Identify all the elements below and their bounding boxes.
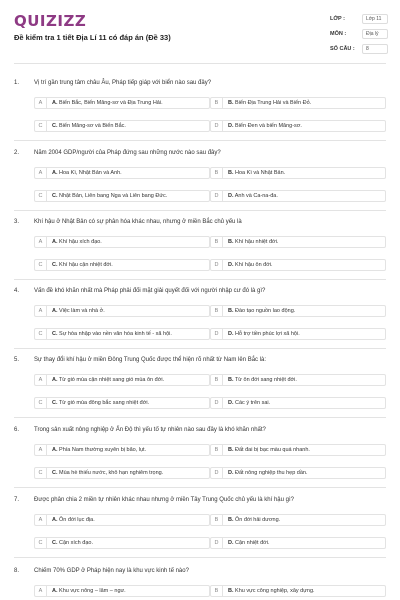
option-letter: D — [211, 329, 223, 339]
option-text — [52, 237, 102, 247]
question-divider — [14, 279, 386, 280]
option-text — [228, 191, 278, 201]
option-letter: B — [211, 98, 223, 108]
option-label: Từ ôn đới sang nhiệt đới. — [234, 377, 297, 383]
option-text — [228, 515, 280, 525]
option-letter: B — [211, 237, 223, 247]
option-key: A. — [52, 170, 58, 176]
option-label: Từ gió mùa đông bắc sang nhiệt đới. — [58, 400, 150, 406]
option-letter: C — [35, 260, 47, 270]
option-key: D. — [228, 400, 234, 406]
option-letter: A — [35, 306, 47, 316]
option-label: Đất đai bị bạc màu quá nhanh. — [235, 447, 310, 453]
option-key: A. — [52, 588, 58, 594]
answer-option-b[interactable] — [210, 97, 386, 109]
question-number: 2. — [14, 150, 20, 156]
option-label: Anh và Ca-na-đa. — [234, 193, 278, 199]
option-text — [228, 306, 295, 316]
meta-value-count: 8 — [362, 44, 388, 54]
option-text — [228, 329, 300, 339]
question-divider — [14, 348, 386, 349]
option-key: B. — [228, 100, 234, 106]
question-number: 7. — [14, 497, 20, 503]
answer-option-c[interactable] — [34, 397, 210, 409]
option-key: D. — [228, 262, 234, 268]
option-key: D. — [228, 540, 234, 546]
option-label: Từ gió mùa cận nhiệt sang gió mùa ôn đới. — [58, 377, 165, 383]
question-8 — [14, 568, 386, 600]
question-number: 6. — [14, 427, 20, 433]
question-text: Vấn đề khó khăn nhất mà Pháp phải đối mặt giải quyết đối với người nhập cư đó là gì? — [34, 288, 266, 294]
answer-option-a[interactable] — [34, 167, 210, 179]
option-text — [52, 98, 163, 108]
meta-label-count: SỐ CÂU : — [330, 46, 355, 52]
question-4 — [14, 288, 386, 348]
option-letter: A — [35, 237, 47, 247]
option-key: D. — [228, 331, 234, 337]
option-text — [228, 168, 285, 178]
option-text — [52, 586, 126, 596]
option-letter: C — [35, 398, 47, 408]
header-divider — [14, 63, 386, 64]
question-number: 5. — [14, 357, 20, 363]
answer-option-a[interactable] — [34, 305, 210, 317]
option-letter: D — [211, 398, 223, 408]
option-letter: D — [211, 468, 223, 478]
option-letter: A — [35, 168, 47, 178]
option-label: Phía Nam thường xuyên bị bão, lụt. — [59, 447, 147, 453]
option-text — [228, 398, 270, 408]
question-5 — [14, 357, 386, 417]
question-7 — [14, 497, 386, 557]
answer-option-a[interactable] — [34, 97, 210, 109]
answer-option-b[interactable] — [210, 167, 386, 179]
option-key: D. — [228, 470, 234, 476]
option-label: Hỗ trợ tiền phúc lợi xã hội. — [235, 331, 300, 337]
option-text — [228, 445, 310, 455]
question-number: 4. — [14, 288, 20, 294]
answer-option-c[interactable] — [34, 190, 210, 202]
answer-option-b[interactable] — [210, 305, 386, 317]
option-text — [52, 191, 167, 201]
option-letter: A — [35, 98, 47, 108]
option-letter: B — [211, 306, 223, 316]
option-text — [228, 237, 278, 247]
option-key: B. — [228, 517, 234, 523]
quizizz-logo: QUIZIZZ — [14, 12, 87, 30]
option-label: Khí hậu nhiệt đới. — [235, 239, 279, 245]
meta-value-subject: Địa lý — [362, 29, 388, 39]
option-letter: A — [35, 445, 47, 455]
option-label: Đào tạo nguồn lao động. — [235, 308, 296, 314]
answer-option-b[interactable] — [210, 236, 386, 248]
answer-option-b[interactable] — [210, 374, 386, 386]
option-text — [52, 515, 95, 525]
option-label: Biển Đen và biển Măng-sơ. — [235, 123, 302, 129]
meta-label-class: LỚP : — [330, 16, 345, 22]
option-key: A. — [52, 517, 58, 523]
question-number: 1. — [14, 80, 20, 86]
answer-option-d[interactable] — [210, 120, 386, 132]
option-key: C. — [52, 400, 58, 406]
option-text — [52, 375, 164, 385]
option-key: C. — [52, 540, 58, 546]
option-text — [228, 538, 270, 548]
answer-option-d[interactable] — [210, 190, 386, 202]
worksheet-title: Đề kiểm tra 1 tiết Địa Lí 11 có đáp án (Đề 33) — [14, 33, 171, 42]
option-label: Hoa Kì và Nhật Bản. — [235, 170, 286, 176]
question-text: Sự thay đổi khí hậu ở miền Đông Trung Quốc được thể hiện rõ nhất từ Nam lên Bắc là: — [34, 357, 267, 363]
option-key: D. — [228, 193, 234, 199]
option-text — [52, 168, 122, 178]
option-letter: C — [35, 191, 47, 201]
answer-option-b[interactable] — [210, 514, 386, 526]
option-text — [52, 538, 93, 548]
option-text — [228, 586, 315, 596]
option-letter: D — [211, 191, 223, 201]
option-letter: B — [211, 168, 223, 178]
option-letter: D — [211, 121, 223, 131]
option-label: Đất nông nghiệp thu hẹp dần. — [235, 470, 308, 476]
option-label: Cận xích đạo. — [59, 540, 93, 546]
option-letter: B — [211, 375, 223, 385]
answer-option-c[interactable] — [34, 537, 210, 549]
option-label: Mùa hè thiếu nước, khô hạn nghiêm trọng. — [59, 470, 164, 476]
answer-option-a[interactable] — [34, 374, 210, 386]
answer-option-a[interactable] — [34, 236, 210, 248]
option-key: B. — [228, 239, 234, 245]
option-text — [228, 468, 308, 478]
option-text — [228, 375, 297, 385]
answer-option-d[interactable] — [210, 537, 386, 549]
option-text — [52, 445, 146, 455]
option-text — [228, 260, 273, 270]
answer-option-a[interactable] — [34, 514, 210, 526]
option-label: Biển Măng-sơ và Biển Bắc. — [59, 123, 126, 129]
question-text: Được phân chia 2 miền tự nhiên khác nhau nhưng ở miền Tây Trung Quốc chủ yếu là khí hậu gì? — [34, 497, 294, 503]
question-2 — [14, 150, 386, 210]
answer-option-b[interactable] — [210, 444, 386, 456]
option-key: A. — [52, 100, 58, 106]
option-key: A. — [52, 447, 58, 453]
answer-option-a[interactable] — [34, 444, 210, 456]
answer-option-a[interactable] — [34, 585, 210, 597]
option-key: B. — [228, 170, 234, 176]
option-key: C. — [52, 123, 58, 129]
option-text — [228, 121, 302, 131]
option-key: B. — [228, 588, 234, 594]
question-3 — [14, 219, 386, 279]
question-text: Vị trí gần trung tâm châu Âu, Pháp tiếp giáp với biển nào sau đây? — [34, 80, 212, 86]
question-divider — [14, 140, 386, 141]
option-label: Khí hậu xích đạo. — [59, 239, 102, 245]
question-text: Năm 2004 GDP/người của Pháp đứng sau những nước nào sau đây? — [34, 150, 221, 156]
question-number: 8. — [14, 568, 20, 574]
answer-option-c[interactable] — [34, 328, 210, 340]
answer-option-b[interactable] — [210, 585, 386, 597]
question-divider — [14, 557, 386, 558]
option-letter: C — [35, 468, 47, 478]
option-key: B. — [228, 377, 234, 383]
answer-option-d[interactable] — [210, 397, 386, 409]
question-1 — [14, 80, 386, 140]
answer-option-c[interactable] — [34, 467, 210, 479]
option-label: Khí hậu ôn đới. — [235, 262, 273, 268]
option-key: A. — [52, 239, 58, 245]
option-text — [228, 98, 311, 108]
option-letter: C — [35, 329, 47, 339]
option-key: B. — [228, 308, 234, 314]
option-label: Biển Bắc, Biển Măng-sơ và Địa Trung Hải. — [59, 100, 163, 106]
option-text — [52, 329, 172, 339]
meta-label-subject: MÔN : — [330, 31, 347, 37]
question-divider — [14, 487, 386, 488]
option-key: C. — [52, 262, 58, 268]
option-label: Sự hòa nhập vào nền văn hóa kinh tế - xã hội. — [59, 331, 172, 337]
option-label: Việc làm và nhà ở. — [59, 308, 105, 314]
meta-value-class: Lớp 11 — [362, 14, 388, 24]
option-letter: A — [35, 375, 47, 385]
option-label: Khu vực nông – lâm – ngư. — [59, 588, 126, 594]
option-letter: B — [211, 445, 223, 455]
option-letter: B — [211, 586, 223, 596]
option-label: Biển Địa Trung Hải và Biển Đỏ. — [235, 100, 312, 106]
answer-option-c[interactable] — [34, 259, 210, 271]
option-key: B. — [228, 447, 234, 453]
option-letter: B — [211, 515, 223, 525]
option-key: A. — [52, 308, 58, 314]
option-key: C. — [52, 470, 58, 476]
option-key: D. — [228, 123, 234, 129]
question-divider — [14, 210, 386, 211]
option-key: C. — [52, 193, 58, 199]
option-key: C. — [52, 331, 58, 337]
option-text — [52, 260, 113, 270]
option-label: Các ý trên sai. — [235, 400, 271, 406]
option-label: Khí hậu cận nhiệt đới. — [59, 262, 113, 268]
option-letter: A — [35, 586, 47, 596]
answer-option-d[interactable] — [210, 259, 386, 271]
question-text: Trong sản xuất nông nghiệp ở Ấn Độ thì yếu tố tự nhiên nào sau đây là khó khăn nhất? — [34, 427, 266, 433]
question-6 — [14, 427, 386, 487]
option-label: Cận nhiệt đới. — [235, 540, 270, 546]
option-text — [52, 398, 149, 408]
option-letter: C — [35, 121, 47, 131]
option-letter: A — [35, 515, 47, 525]
question-text: Chiếm 70% GDP ở Pháp hiện nay là khu vực kinh tế nào? — [34, 568, 189, 574]
answer-option-d[interactable] — [210, 467, 386, 479]
option-text — [52, 468, 163, 478]
answer-option-d[interactable] — [210, 328, 386, 340]
option-label: Ôn đới hải dương. — [235, 517, 281, 523]
option-label: Khu vực công nghiệp, xây dựng. — [235, 588, 315, 594]
option-text — [52, 306, 105, 316]
option-key: A. — [52, 377, 58, 383]
worksheet-header — [0, 0, 400, 60]
question-divider — [14, 417, 386, 418]
question-text: Khí hậu ở Nhật Bản có sự phân hóa khác nhau, nhưng ở miền Bắc chủ yếu là — [34, 219, 242, 225]
question-number: 3. — [14, 219, 20, 225]
option-label: Hoa Kì, Nhật Bản và Anh. — [59, 170, 122, 176]
answer-option-c[interactable] — [34, 120, 210, 132]
option-label: Ôn đới lục địa. — [59, 517, 95, 523]
option-letter: D — [211, 260, 223, 270]
option-text — [52, 121, 126, 131]
option-letter: C — [35, 538, 47, 548]
option-letter: D — [211, 538, 223, 548]
option-label: Nhật Bản, Liên bang Nga và Liên bang Đức. — [59, 193, 168, 199]
